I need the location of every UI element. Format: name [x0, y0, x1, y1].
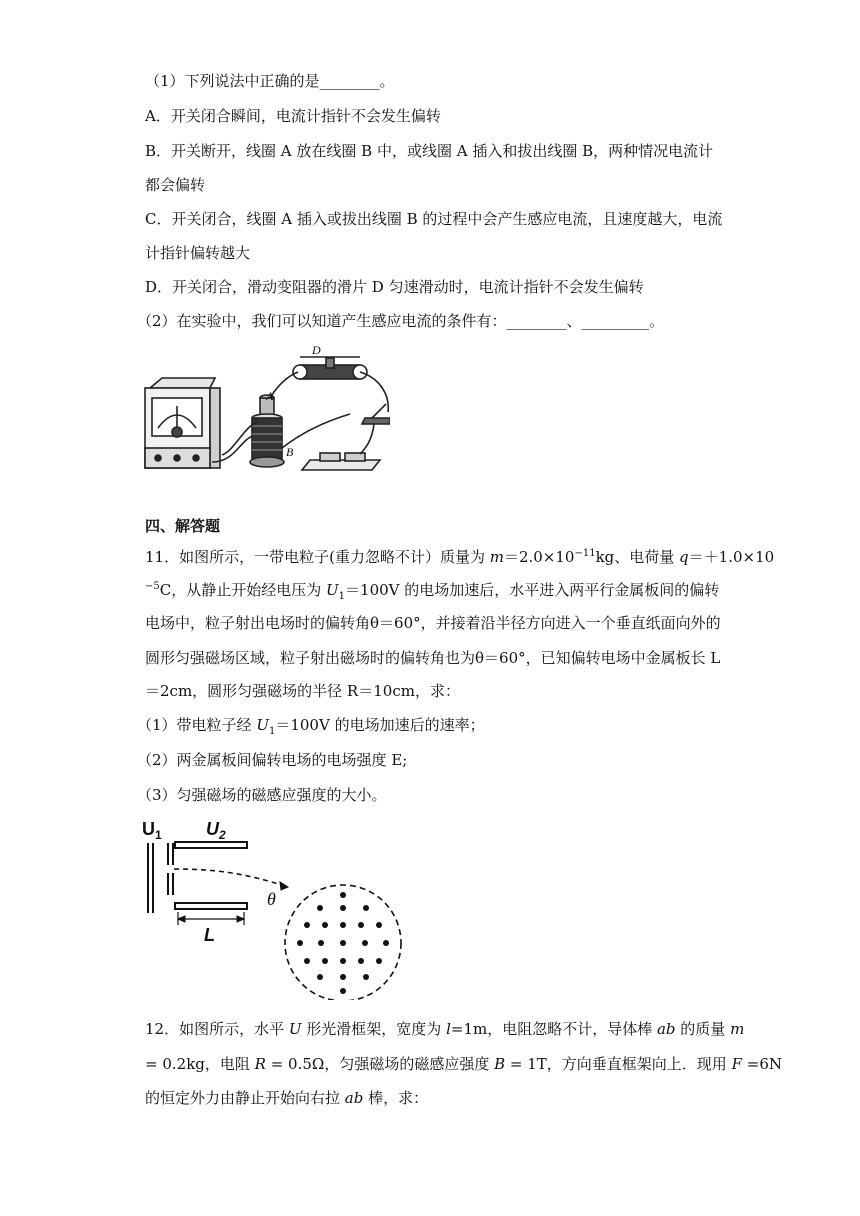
u2-label: U — [206, 819, 219, 839]
induction-apparatus-figure — [140, 340, 390, 480]
q10-option-c-line2: 计指针偏转越大 — [145, 244, 251, 262]
q11-part2: （2）两金属板间偏转电场的电场强度 E; — [137, 751, 408, 769]
u1-subscript: 1 — [155, 828, 162, 842]
q12-line3: 的恒定外力由静止开始向右拉 ab 棒，求： — [145, 1089, 429, 1107]
svg-text:U2 — [206, 819, 226, 842]
q11-part3: （3）匀强磁场的磁感应强度的大小。 — [137, 786, 387, 804]
deflection-field-figure — [140, 815, 430, 1000]
q12-line2: = 0.2kg，电阻 R = 0.5Ω，匀强磁场的磁感应强度 B = 1T，方向垂直框架向上．现用 F =6N — [145, 1055, 783, 1073]
q12-line1: 12．如图所示，水平 U 形光滑框架，宽度为 l=1m，电阻忽略不计，导体棒 ab 的质量 m — [145, 1020, 745, 1038]
u1-label: U — [142, 819, 155, 839]
theta-label: θ — [267, 889, 276, 909]
q10-option-a: A．开关闭合瞬间，电流计指针不会发生偏转 — [145, 107, 441, 125]
q10-part1: （1）下列说法中正确的是________。 — [145, 72, 395, 90]
u2-subscript: 2 — [219, 828, 226, 842]
coil-b-label: B — [286, 445, 294, 459]
section-title: 四、解答题 — [145, 517, 221, 535]
svg-text:U1 — [142, 819, 162, 842]
q11-line5: ＝2cm，圆形匀强磁场的半径 R＝10cm，求： — [145, 682, 460, 700]
q11-part1: （1）带电粒子经 $U_1=100V$ 的电场加速后的速率； — [137, 716, 485, 737]
q10-option-b-line2: 都会偏转 — [145, 176, 206, 194]
q11-line2: $^{-5}$C，从静止开始经电压为 $U_1=100V$ 的电场加速后，水平进入两平行金属板间的偏转 — [145, 581, 720, 602]
q11-line1: 11．如图所示，一带电粒子(重力忽略不计）质量为 $m=2.0\times 10^{-11}kg$、电荷量 q＝＋1.0×10 — [145, 548, 775, 566]
q11-line4: 圆形匀强磁场区域，粒子射出磁场时的偏转角也为θ＝60°，已知偏转电场中金属板长 L — [145, 649, 721, 667]
q10-option-d: D．开关闭合，滑动变阻器的滑片 D 匀速滑动时，电流计指针不会发生偏转 — [145, 278, 644, 296]
rheostat-label: D — [312, 343, 321, 357]
plate-length-label: L — [204, 925, 215, 945]
q10-part2: （2）在实验中，我们可以知道产生感应电流的条件有：________、_________。 — [137, 312, 665, 330]
q10-option-c-line1: C．开关闭合，线圈 A 插入或拔出线圈 B 的过程中会产生感应电流，且速度越大，电流 — [145, 210, 723, 228]
q11-line3: 电场中，粒子射出电场时的偏转角θ＝60°，并接着沿半径方向进入一个垂直纸面向外的 — [145, 614, 721, 632]
q10-option-b-line1: B．开关断开，线圈 A 放在线圈 B 中，或线圈 A 插入和拔出线圈 B，两种情况电流计 — [145, 142, 714, 160]
coil-a-label: A — [266, 389, 274, 403]
